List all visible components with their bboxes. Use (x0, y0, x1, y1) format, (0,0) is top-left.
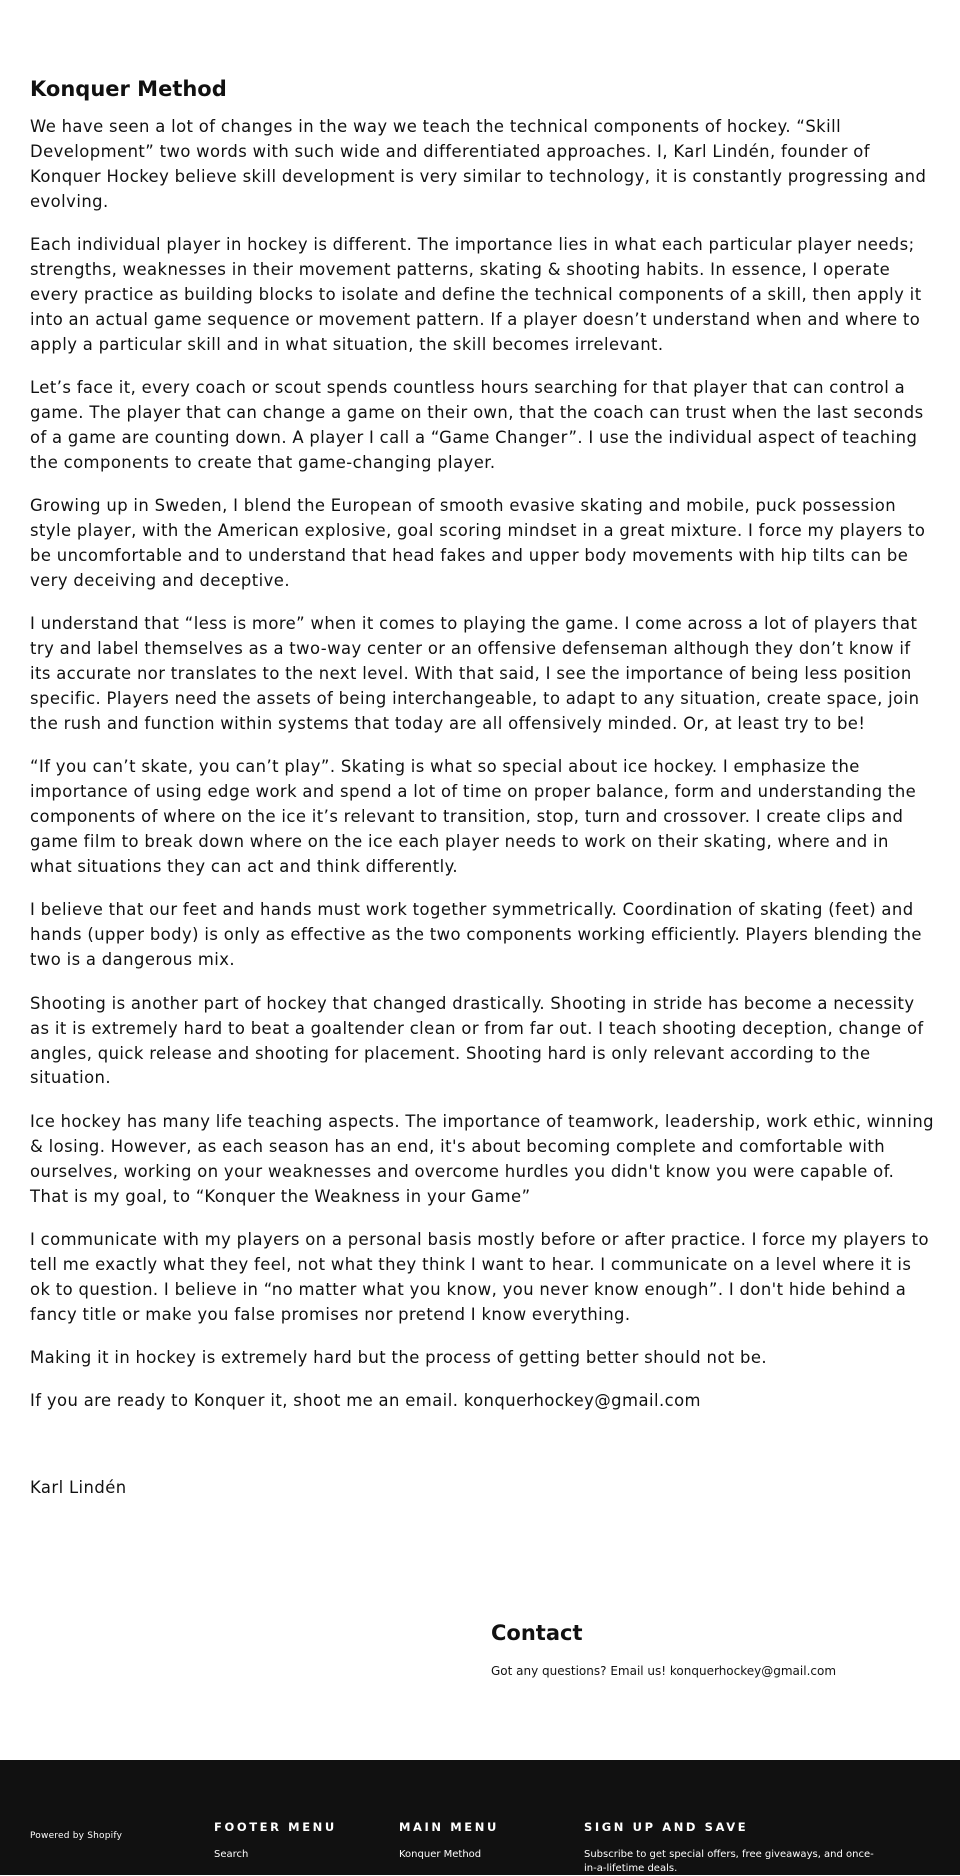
contact-title: Contact (491, 1621, 583, 1645)
article-paragraph: Each individual player in hockey is different. The importance lies in what each particular player needs; strengths, weaknesses in their movement patterns, skating & shooting habits. In essence, I operate every practice as building blocks to isolate and define the technical components of a skill, then apply it into an actual game sequence or movement pattern. If a player doesn’t understand when and where to apply a particular skill and in what situation, the skill becomes irrelevant. (30, 235, 922, 354)
article-paragraph: Shooting is another part of hockey that changed drastically. Shooting in stride has become a necessity as it is extremely hard to beat a goaltender clean or from far out. I teach shooting deception, change of angles, quick release and shooting for placement. Shooting hard is only relevant according to the situation. (30, 993, 924, 1088)
contact-text: Got any questions? Email us! konquerhockey@gmail.com (491, 1664, 837, 1678)
site-footer (0, 1760, 960, 1875)
contact-section (491, 1618, 931, 1680)
article-paragraph: Let’s face it, every coach or scout spends countless hours searching for that player that can control a game. The player that can change a game on their own, that the coach can trust when the last seconds of a game are counting down. A player I call a “Game Changer”. I use the individual aspect of teaching the components to create that game-changing player. (30, 378, 924, 472)
main-menu-heading: MAIN MENU (399, 1820, 499, 1834)
article-paragraph: I understand that “less is more” when it comes to playing the game. I come across a lot of players that try and label themselves as a two-way center or an offensive defenseman although they don’t know if its accurate nor translates to the next level. With that said, I see the importance of being less position specific. Players need the assets of being interchangeable, to adapt to any situation, create space, join the rush and function within systems that today are all offensively minded. Or, at least try to be! (30, 614, 920, 734)
article-paragraph: I believe that our feet and hands must work together symmetrically. Coordination of skating (feet) and hands (upper body) is only as effective as the two components working efficiently. Players blending the two is a dangerous mix. (30, 900, 922, 970)
article-paragraph: Making it in hockey is extremely hard but the process of getting better should not be. (30, 1348, 768, 1368)
signup-text: Subscribe to get special offers, free giveaways, and once-in-a-lifetime deals. (584, 1849, 874, 1874)
article-paragraph: We have seen a lot of changes in the way we teach the technical components of hockey. “Skill Development” two words with such wide and differentiated approaches. I, Karl Lindén, founder of Konquer Hockey believe skill development is very similar to technology, it is constantly progressing and evolving. (30, 117, 927, 211)
article (30, 74, 935, 1520)
footer-menu-heading: FOOTER MENU (214, 1820, 337, 1834)
main-menu (399, 1820, 499, 1862)
article-paragraph: Growing up in Sweden, I blend the European of smooth evasive skating and mobile, puck possession style player, with the American explosive, goal scoring mindset in a great mixture. I force my players to be uncomfortable and to understand that head fakes and upper body movements with hip tilts can be very deceiving and deceptive. (30, 496, 926, 590)
article-paragraph: If you are ready to Konquer it, shoot me an email. konquerhockey@gmail.com (30, 1391, 701, 1411)
article-paragraph: I communicate with my players on a personal basis mostly before or after practice. I force my players to tell me exactly what they feel, not what they think I want to hear. I communicate on a level where it is ok to question. I believe in “no matter what you know, you never know enough”. I don't hide behind a fancy title or make you false promises nor pretend I know everything. (30, 1229, 929, 1324)
signup-section (584, 1820, 884, 1876)
author-signature: Karl Lindén (30, 1478, 127, 1498)
article-paragraph: Ice hockey has many life teaching aspects. The importance of teamwork, leadership, work ethic, winning & losing. However, as each season has an end, it's about becoming complete and comfortable with ourselves, working on your weaknesses and overcome hurdles you didn't know you were capable of. That is my goal, to “Konquer the Weakness in your Game” (30, 1111, 935, 1206)
article-paragraph: “If you can’t skate, you can’t play”. Skating is what so special about ice hockey. I emphasize the importance of using edge work and spend a lot of time on proper balance, form and understanding the components of where on the ice it’s relevant to transition, stop, turn and crossover. I create clips and game film to break down where on the ice each player needs to work on their skating, where and in what situations they can act and think differently. (30, 757, 917, 877)
footer-menu-item-search[interactable]: Search (214, 1849, 249, 1860)
footer-menu (214, 1820, 337, 1862)
main-menu-item-konquer-method[interactable]: Konquer Method (399, 1849, 482, 1860)
signup-heading: SIGN UP AND SAVE (584, 1820, 749, 1834)
page-title: Konquer Method (30, 77, 227, 101)
powered-by-shopify-link[interactable]: Powered by Shopify (30, 1831, 123, 1841)
